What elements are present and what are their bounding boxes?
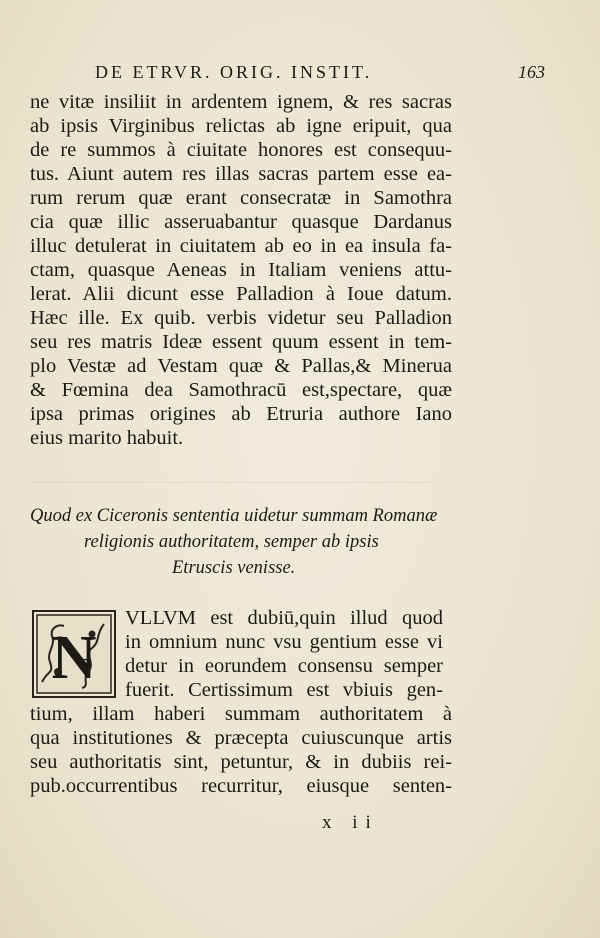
heading-line: religionis authoritatem, semper ab ipsis <box>84 532 379 552</box>
text-line: cia quæ illic asseruabantur quasque Dardanus <box>30 211 452 233</box>
svg-text:N: N <box>51 624 97 692</box>
decorated-initial <box>32 610 116 698</box>
woodcut-initial-icon <box>34 612 114 696</box>
chapter-heading <box>30 503 455 581</box>
text-line: lerat. Alii dicunt esse Palladion à Ioue datum. <box>30 283 452 305</box>
signature-mark: x ii <box>322 812 379 833</box>
text-line: ipsa primas origines ab Etruria authore Iano <box>30 403 452 425</box>
text-line: seu authoritatis sint, petuntur, & in dubiis rei- <box>30 751 452 773</box>
text-line: Hæc ille. Ex quib. verbis videtur seu Palladion <box>30 307 452 329</box>
page-number: 163 <box>518 62 545 82</box>
paragraph-2 <box>125 606 443 702</box>
running-header <box>95 62 545 83</box>
text-line: & Fœmina dea Samothracū est,spectare, quæ <box>30 379 452 401</box>
heading-line: Quod ex Ciceronis sententia uidetur summam Romanæ <box>30 506 438 526</box>
text-line: tus. Aiunt autem res illas sacras partem esse ea- <box>30 163 452 185</box>
text-line: de re summos à ciuitate honores est consequu- <box>30 139 452 161</box>
bleed-through-shadow <box>30 482 430 483</box>
text-line: fuerit. Certissimum est vbiuis gen- <box>125 679 443 701</box>
paragraph-3 <box>30 702 452 798</box>
heading-line: Etruscis venisse. <box>172 558 296 578</box>
paragraph-1 <box>30 90 452 450</box>
text-line: qua institutiones & præcepta cuiuscunque artis <box>30 727 452 749</box>
text-line: tium, illam haberi summam authoritatem à <box>30 703 452 725</box>
text-line: ctam, quasque Aeneas in Italiam veniens attu- <box>30 259 452 281</box>
text-line: rum rerum quæ erant consecratæ in Samothra <box>30 187 452 209</box>
text-line: eius marito habuit. <box>30 427 184 449</box>
text-line: VLLVM est dubiū,quin illud quod <box>125 607 443 629</box>
running-title: DE ETRVR. ORIG. INSTIT. <box>95 62 373 82</box>
text-line: seu res matris Ideæ essent quum essent in tem- <box>30 331 452 353</box>
text-line: detur in eorundem consensu semper <box>125 655 443 677</box>
text-line: illuc detulerat in ciuitatem ab eo in ea insula fa- <box>30 235 452 257</box>
text-line: ab ipsis Virginibus relictas ab igne eripuit, qua <box>30 115 452 137</box>
text-line: plo Vestæ ad Vestam quæ & Pallas,& Minerua <box>30 355 452 377</box>
text-line: ne vitæ insiliit in ardentem ignem, & res sacras <box>30 91 452 113</box>
text-line: pub.occurrentibus recurritur, eiusque senten- <box>30 775 452 797</box>
text-line: in omnium nunc vsu gentium esse vi <box>125 631 443 653</box>
